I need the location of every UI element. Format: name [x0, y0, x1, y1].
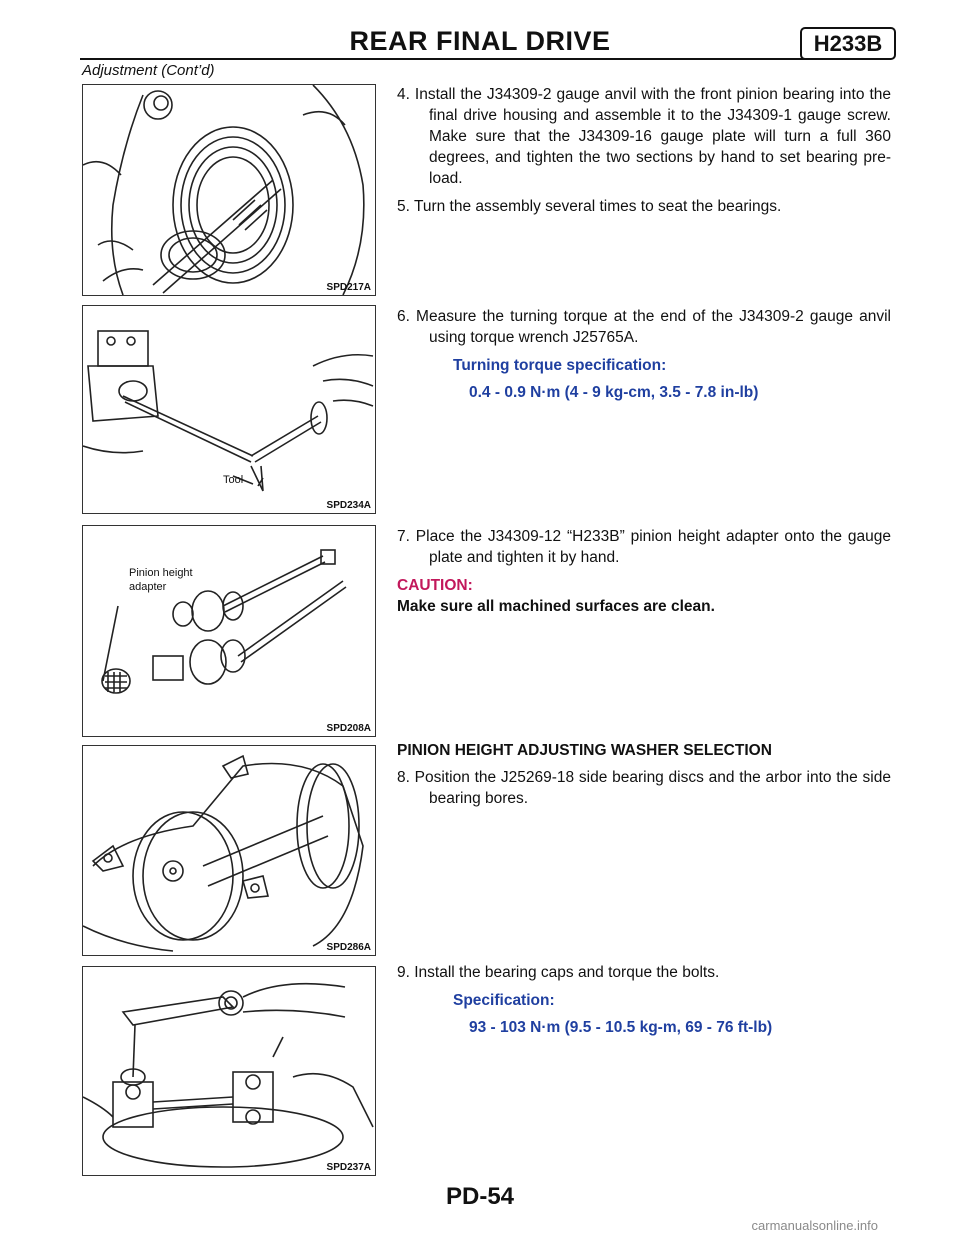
side-bearing-discs-arbor-illustration	[83, 746, 375, 955]
instruction-block-2	[397, 306, 891, 403]
pinion-height-adapter-callout	[129, 566, 193, 594]
figure-spd217a	[82, 84, 376, 296]
turning-torque-spec-label: Turning torque specification:	[453, 357, 667, 374]
step-4: 4. Install the J34309-2 gauge anvil with the front pinion bearing into the final drive housing and assemble it to the J34309-1 gauge screw. Make sure that the J34309-16 gauge plate will turn a full 360 degrees, and tighten the two sections by hand to set bearing pre-load.	[397, 86, 891, 187]
instruction-block-3	[397, 526, 891, 617]
bolt-torque-spec-value: 93 - 103 N·m (9.5 - 10.5 kg-m, 69 - 76 ft-lb)	[469, 1019, 773, 1036]
step-6: 6. Measure the turning torque at the end of the J34309-2 gauge anvil using torque wrench J25765A.	[397, 308, 891, 346]
bearing-caps-torque-illustration	[83, 967, 375, 1175]
figure-code: SPD234A	[326, 500, 371, 511]
step-5: 5. Turn the assembly several times to seat the bearings.	[397, 198, 782, 215]
figure-code: SPD217A	[326, 282, 371, 293]
callout-line-2: adapter	[129, 581, 167, 593]
section-heading: PINION HEIGHT ADJUSTING WASHER SELECTION	[397, 742, 772, 759]
callout-line-1: Pinion height	[129, 567, 193, 579]
caution-label: CAUTION:	[397, 577, 473, 594]
page-title: REAR FINAL DRIVE	[349, 26, 611, 56]
instruction-block-4	[397, 740, 891, 816]
figure-spd237a	[82, 966, 376, 1176]
tool-callout-label: Tool	[223, 474, 244, 486]
turning-torque-spec-value: 0.4 - 0.9 N·m (4 - 9 kg-cm, 3.5 - 7.8 in-lb)	[469, 384, 759, 401]
pinion-height-adapter-illustration	[83, 526, 375, 736]
step-9: 9. Install the bearing caps and torque the bolts.	[397, 964, 720, 981]
bolt-torque-spec-label: Specification:	[453, 992, 555, 1009]
figure-code: SPD286A	[326, 942, 371, 953]
caution-text: Make sure all machined surfaces are clean.	[397, 598, 715, 615]
instruction-block-1	[397, 84, 891, 224]
instruction-block-5	[397, 962, 891, 1038]
figure-spd286a	[82, 745, 376, 956]
figure-code: SPD237A	[326, 1162, 371, 1173]
step-8: 8. Position the J25269-18 side bearing discs and the arbor into the side bearing bores.	[397, 769, 891, 807]
page-number: PD-54	[445, 1183, 515, 1210]
gauge-anvil-installation-illustration	[83, 85, 375, 295]
page-subtitle: Adjustment (Cont’d)	[82, 62, 215, 79]
figure-code: SPD208A	[326, 723, 371, 734]
model-badge: H233B	[800, 27, 896, 60]
figure-spd234a	[82, 305, 376, 514]
step-7: 7. Place the J34309-12 “H233B” pinion height adapter onto the gauge plate and tighten it by hand.	[397, 528, 891, 566]
header-divider	[80, 58, 880, 60]
figure-spd208a	[82, 525, 376, 737]
watermark: carmanualsonline.info	[751, 1218, 878, 1233]
